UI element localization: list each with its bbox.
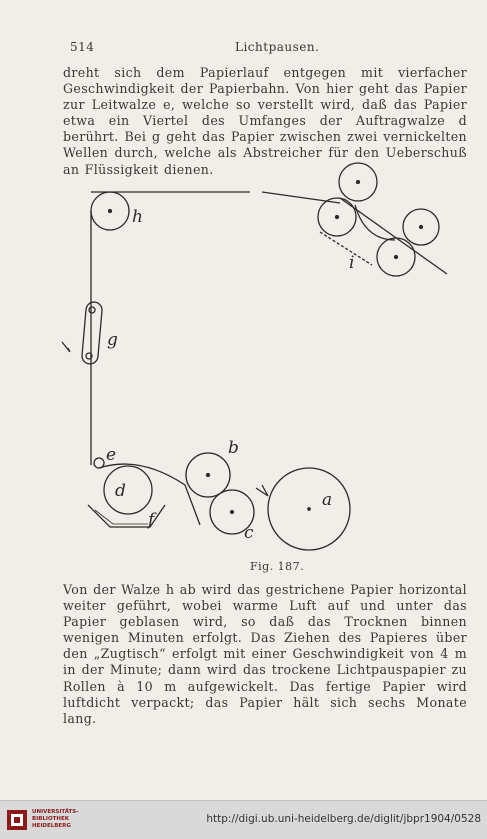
- library-name: UNIVERSITÄTS- BIBLIOTHEK HEIDELBERG: [32, 809, 79, 829]
- running-title: Lichtpausen.: [235, 40, 320, 54]
- figure-caption: Fig. 187.: [250, 560, 305, 573]
- paragraph-2: Von der Walze h ab wird das gestrichene Papier horizontal weiter geführt, wobei warme Luft auf und unter das Papier geblasen wird, so daß das Trocknen binnen wenigen Minuten erfolgt. Das Ziehen des Papieres über den „Zugtisch“ erfolgt mit einer Geschwindigkeit von 4 m in der Minute; dann wird das trockene Lichtpauspapier zu Rollen à 10 m aufgewickelt. Das fertige Papier wird luftdicht verpackt; das Papier hält sich sechs Monate lang.: [63, 582, 467, 726]
- viewer-footer: [0, 800, 487, 839]
- library-logo-icon: [6, 809, 28, 831]
- label-i: i: [349, 253, 355, 273]
- roller-d: [104, 466, 152, 514]
- label-b: b: [228, 438, 239, 458]
- label-h: h: [132, 207, 143, 227]
- label-g: g: [107, 330, 118, 350]
- label-a: a: [322, 490, 333, 510]
- label-f: f: [148, 510, 155, 530]
- paragraph-1: dreht sich dem Papierlauf entgegen mit vierfacher Geschwindigkeit der Papierbahn. Von hier geht das Papier zur Leitwalze e, welche so verstellt wird, daß das Papier etwa ein Viertel des Umfanges der Auftragwalze d berührt. Bei g geht das Papier zwischen zwei vernickelten Wellen durch, welche als Abstreicher für den Ueberschuß an Flüssigkeit dienen.: [63, 65, 467, 177]
- permalink[interactable]: http://digi.ub.uni-heidelberg.de/diglit/jbpr1904/0528: [206, 813, 481, 825]
- page-number: 514: [70, 40, 95, 54]
- label-c: c: [244, 523, 254, 543]
- label-e: e: [106, 445, 117, 465]
- label-d: d: [115, 481, 126, 501]
